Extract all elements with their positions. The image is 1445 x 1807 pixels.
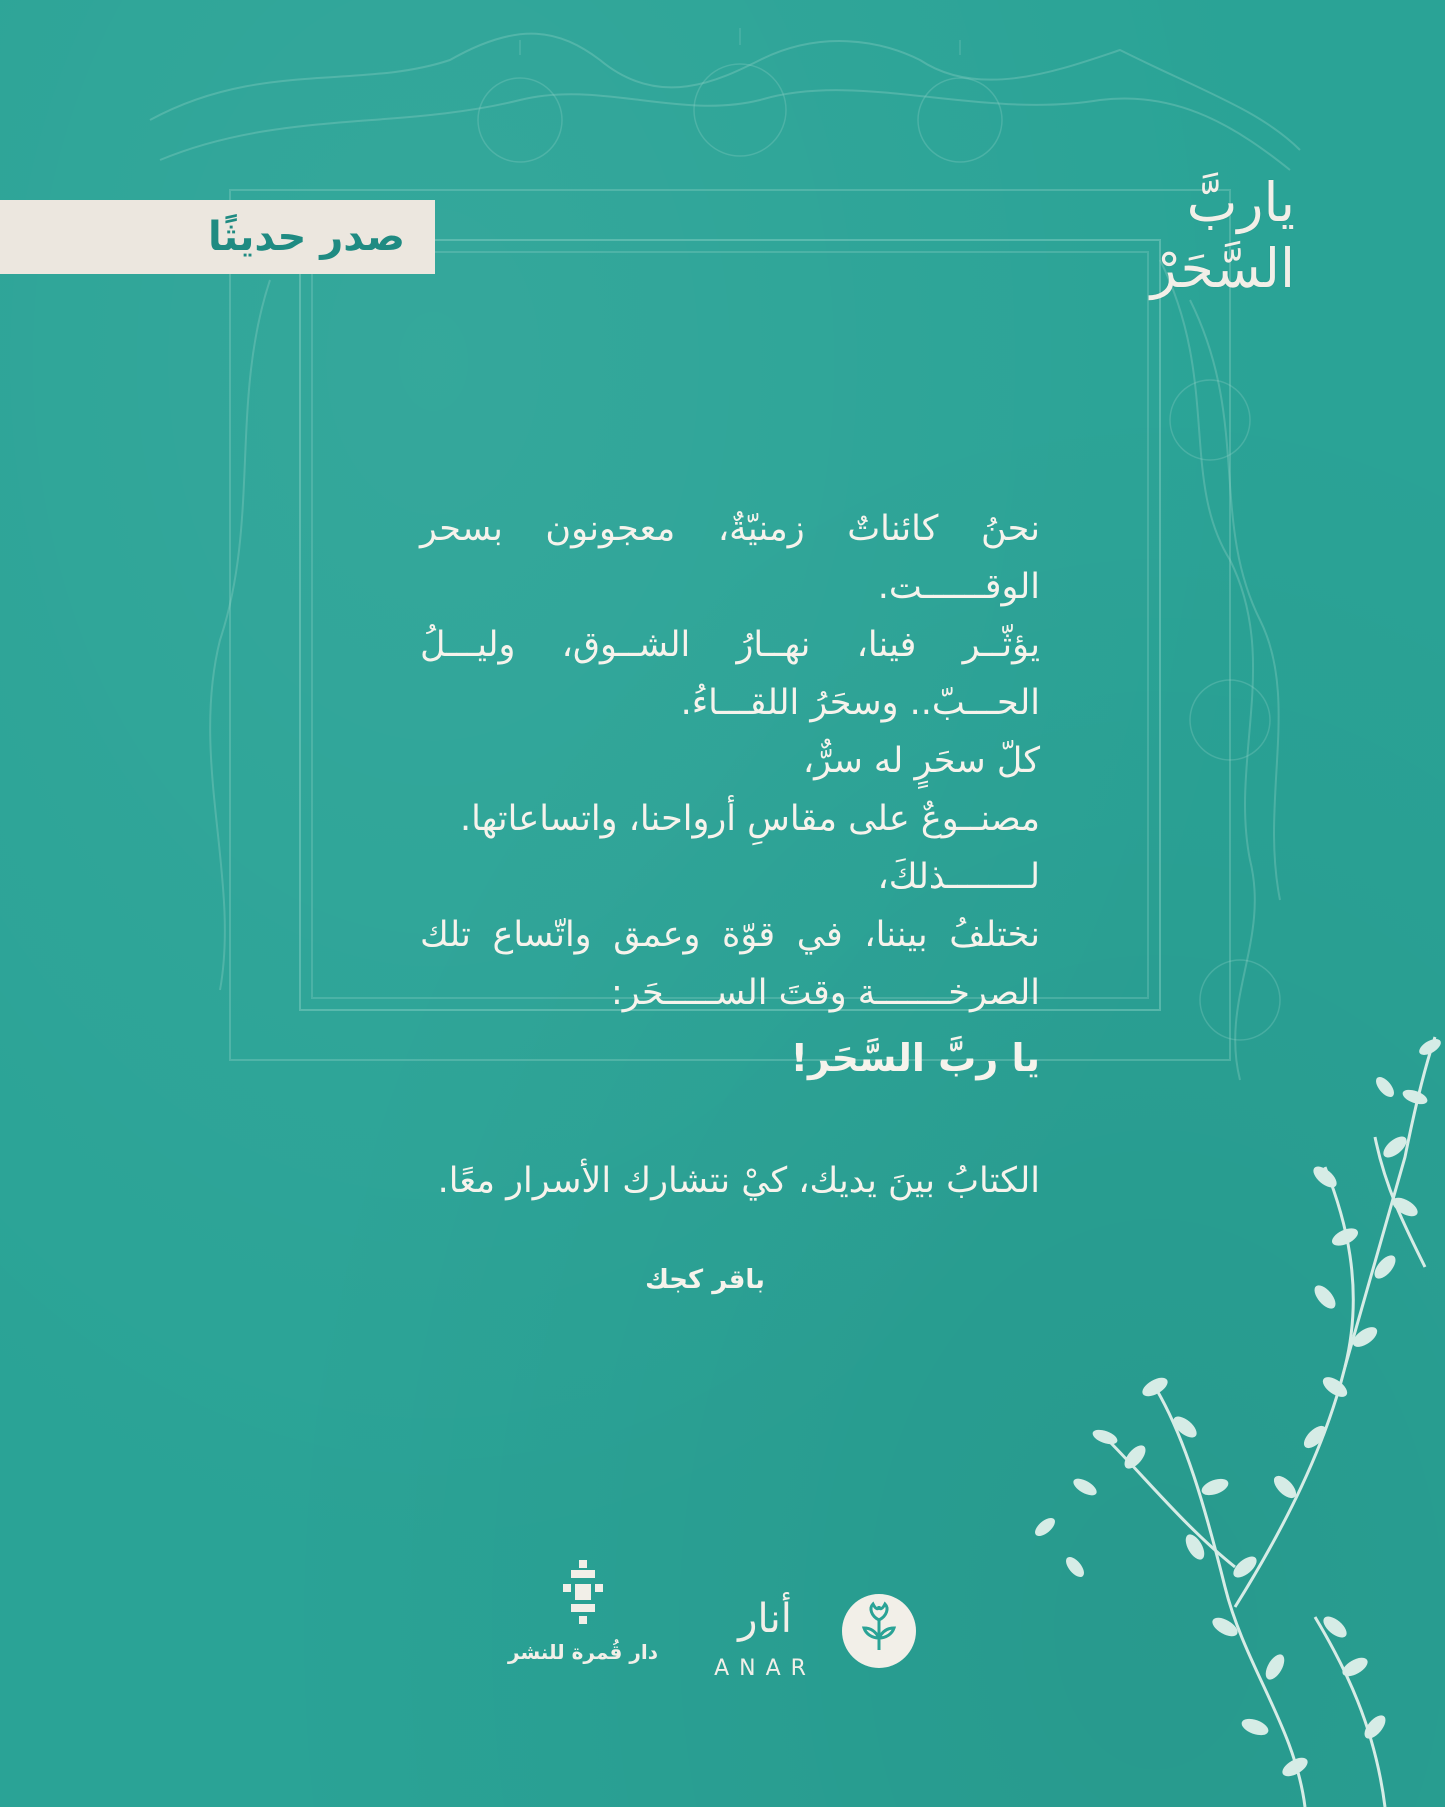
poem-line: نحنُ كائناتٌ زمنيّةٌ، معجونون بسحر الوقــــــت.: [420, 509, 1040, 607]
anar-emblem-icon: [840, 1592, 918, 1670]
book-title: [1055, 170, 1295, 302]
branch-leaves-illustration: [985, 967, 1445, 1807]
anar-latin-name: ANAR: [714, 1656, 816, 1681]
qumra-logo-icon: [559, 1560, 607, 1624]
anar-publisher-logo: [700, 1592, 920, 1702]
poem-closing: الكتابُ بينَ يديك، كيْ نتشارك الأسرار معًا.: [437, 1161, 1040, 1201]
recently-published-badge: [0, 200, 435, 274]
book-title-line-2: السَّحَرْ: [1150, 237, 1295, 300]
book-title-line-1: ياربَّ: [1186, 171, 1295, 234]
poem-line: كلّ سحَرٍ له سرٌّ،: [802, 741, 1040, 781]
anar-arabic-name: أنار: [738, 1596, 792, 1642]
qumra-publisher-name: دار قُمرة للنشر: [508, 1640, 658, 1664]
qumra-publisher-logo: [508, 1560, 658, 1680]
author-name: باقر كجك: [645, 1265, 765, 1295]
poem-emphasis: يا ربَّ السَّحَر!: [790, 1036, 1040, 1080]
poem-line: نختلفُ بيننا، في قوّة وعمق واتّساع تلك الصرخـــــــة وقتَ الســـــحَر:: [420, 915, 1040, 1013]
poem-line: لــــــــذلكَ،: [877, 857, 1040, 897]
poem-text: [420, 500, 1040, 1210]
poem-line: يؤثّــر فينا، نهــارُ الشــوق، وليـــلُ الحـــبّ.. وسحَرُ اللقـــاءُ.: [420, 625, 1040, 723]
badge-label: صدر حديثًا: [207, 214, 405, 260]
poem-line: مصنــوعٌ على مقاسِ أرواحنا، واتساعاتها.: [460, 799, 1040, 839]
